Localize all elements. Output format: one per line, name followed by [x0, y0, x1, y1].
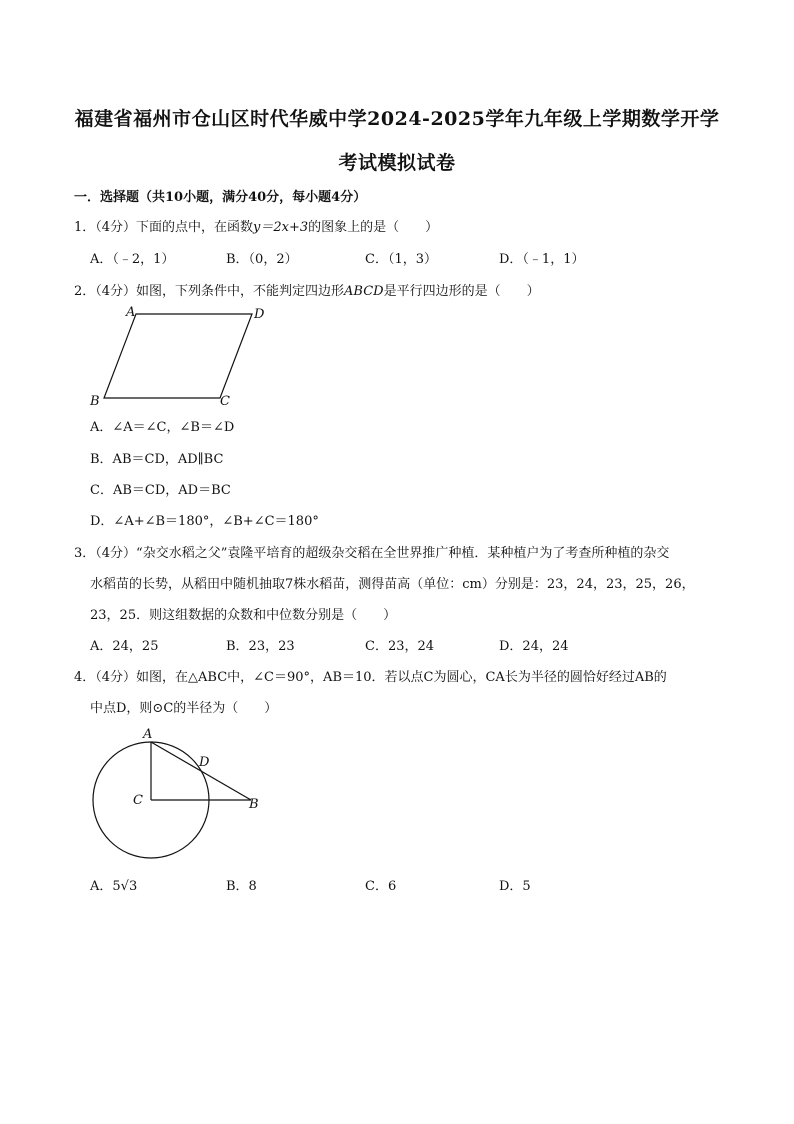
q4-option-b: B．8: [226, 879, 257, 894]
q3-option-d: D．24，24: [499, 639, 569, 654]
q1-function: y＝2x+3: [253, 220, 309, 235]
question-3-line1: 3．（4分）“杂交水稻之父”袁隆平培育的超级杂交稻在全世界推广种植．某种植户为了考查所种植的杂交: [74, 546, 670, 561]
question-3-line3: 23，25．则这组数据的众数和中位数分别是（ ）: [90, 608, 397, 623]
vertex-label-d: D: [254, 307, 265, 322]
q2-option-a: A．∠A＝∠C，∠B＝∠D: [90, 420, 235, 435]
point-label-b: B: [249, 797, 259, 812]
q2-text-pre: 2．（4分）如图，下列条件中，不能判定四边形: [74, 284, 345, 299]
q4-circle-triangle-figure: [85, 728, 285, 858]
q2-option-c: C．AB＝CD，AD＝BC: [90, 483, 231, 498]
q1-option-d: D．（﹣1，1）: [499, 252, 585, 267]
parallelogram-abcd: [104, 314, 252, 398]
q4-option-a: A．5√3: [90, 879, 138, 894]
q2-quadrilateral-name: ABCD: [344, 284, 384, 299]
q3-option-a: A．24，25: [90, 639, 159, 654]
segment-ab: [151, 742, 251, 800]
q2-text-post: 是平行四边形的是（ ）: [383, 284, 540, 299]
question-3-line2: 水稻苗的长势，从稻田中随机抽取7株水稻苗，测得苗高（单位：cm）分别是：23，24，23，25，26，: [90, 577, 695, 592]
q4-option-c: C．6: [365, 879, 397, 894]
q2-option-b: B．AB＝CD，AD∥BC: [90, 452, 224, 467]
document-title-line2: 考试模拟试卷: [338, 152, 456, 174]
point-label-d: D: [199, 755, 210, 770]
vertex-label-b: B: [90, 394, 100, 409]
q1-text-post: 的图象上的是（ ）: [308, 220, 439, 235]
point-label-c: C: [133, 793, 143, 808]
document-title-line1: 福建省福州市仓山区时代华威中学2024-2025学年九年级上学期数学开学: [74, 108, 720, 130]
point-label-a: A: [143, 727, 153, 742]
q1-option-a: A．（﹣2，1）: [90, 252, 175, 267]
question-2-stem: [74, 280, 540, 299]
vertex-label-a: A: [126, 305, 136, 320]
q3-option-c: C．23，24: [365, 639, 435, 654]
question-4-line2: 中点D，则⊙C的半径为（ ）: [90, 701, 278, 716]
q1-option-c: C．（1，3）: [365, 252, 437, 267]
q1-text-pre: 1．（4分）下面的点中，在函数: [74, 220, 254, 235]
q2-option-d: D．∠A+∠B＝180°，∠B+∠C＝180°: [90, 514, 319, 529]
section-header: 一．选择题（共10小题，满分40分，每小题4分）: [74, 190, 367, 205]
q4-option-d: D．5: [499, 879, 531, 894]
question-4-line1: 4．（4分）如图，在△ABC中，∠C＝90°，AB＝10．若以点C为圆心，CA长为半径的圆恰好经过AB的: [74, 670, 667, 685]
vertex-label-c: C: [220, 394, 230, 409]
q2-parallelogram-figure: [86, 304, 286, 409]
q1-option-b: B．（0，2）: [226, 252, 298, 267]
q3-option-b: B．23，23: [226, 639, 295, 654]
question-1-stem: [74, 216, 438, 235]
